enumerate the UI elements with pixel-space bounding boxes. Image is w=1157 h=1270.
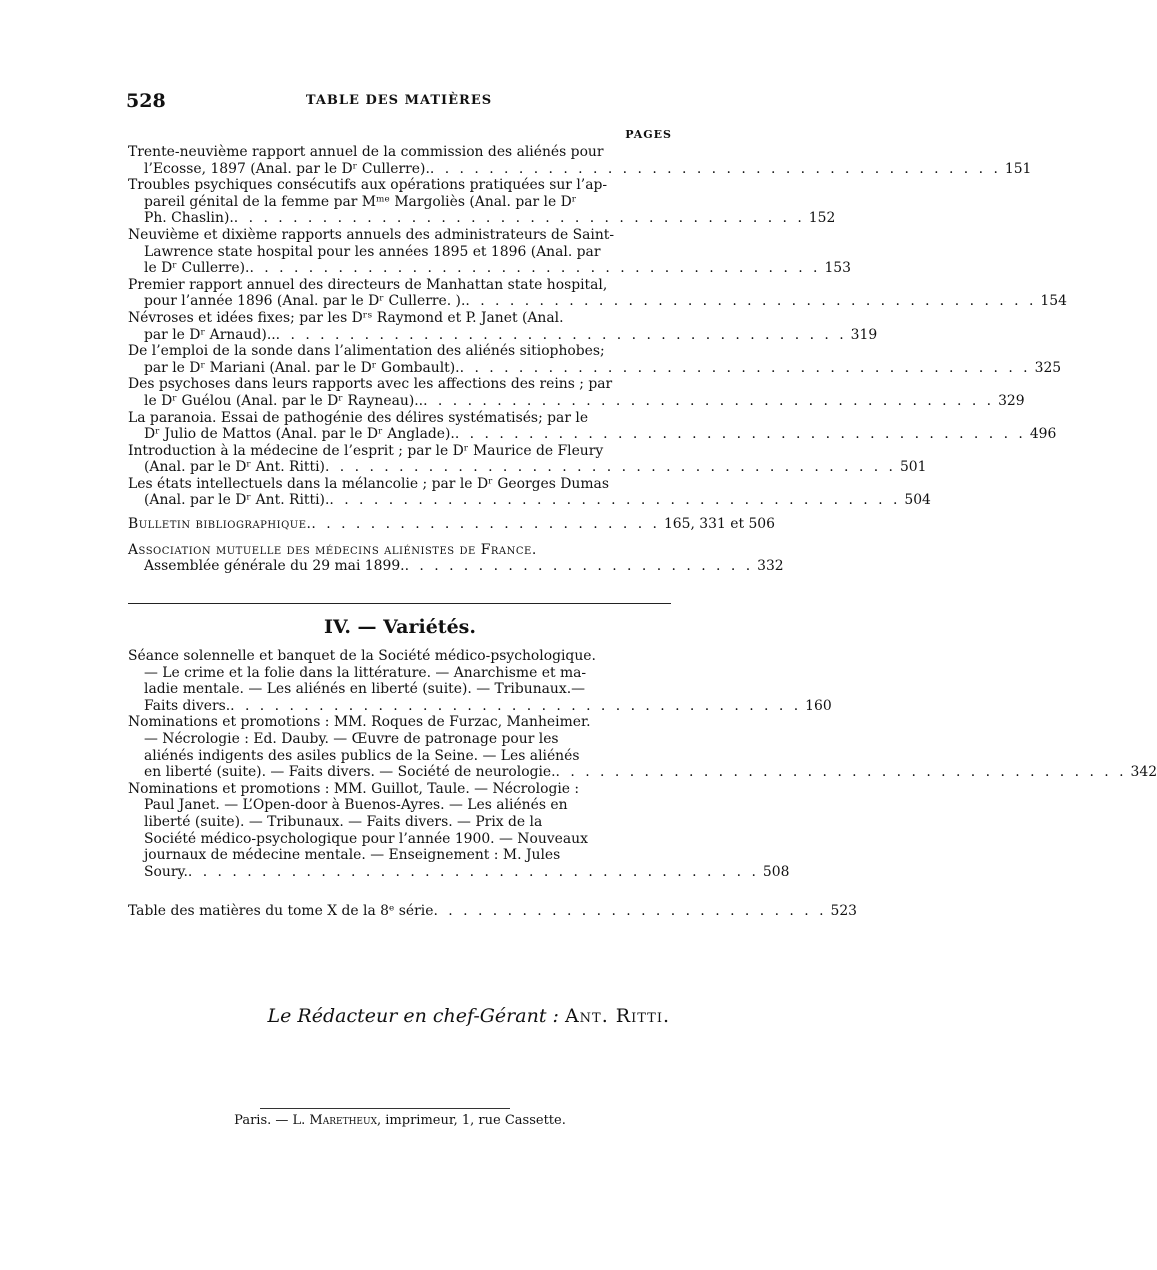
entry-page-number: 501 (899, 459, 927, 476)
contents-entry: Troubles psychiques consécutifs aux opérations pratiquées sur l’ap- pareil génital de la femme par Mᵐᵉ Margoliès (Anal. par le Dʳ Ph. Chaslin). . . . . . . . . . . . . . . . . . . . . . . . . . . . . . . . . . . . . . . . 152 (128, 177, 836, 227)
entry-page-number: 508 (762, 863, 790, 880)
entry-text-line: Les états intellectuels dans la mélancolie ; par le Dʳ Georges Dumas (128, 475, 609, 492)
page-number: 528 (126, 90, 166, 112)
association-meeting: Assemblée générale du 29 mai 1899. (144, 558, 405, 575)
entry-page-number: 496 (1029, 426, 1057, 443)
contents-entry: Névroses et idées fixes; par les Dʳˢ Raymond et P. Janet (Anal. par le Dʳ Arnaud).. . . . . . . . . . . . . . . . . . . . . . . . . . . . . . . . . . . . . . . . 319 (128, 309, 878, 343)
association-page: 332 (757, 558, 784, 575)
entry-page-number: 152 (808, 210, 836, 227)
table-entry-page: 523 (830, 903, 858, 919)
entry-text-line: — Le crime et la folie dans la littérature. — Anarchisme et ma- (144, 664, 587, 681)
entry-text-line: Lawrence state hospital pour les années 1895 et 1896 (Anal. par (144, 243, 601, 260)
entry-text-line: le Dʳ Guélou (Anal. par le Dʳ Rayneau).. (144, 392, 424, 409)
signature-name: Ant. Ritti. (564, 1005, 670, 1027)
entry-text-line: (Anal. par le Dʳ Ant. Ritti). (144, 492, 330, 509)
entry-page-number: 504 (904, 492, 931, 509)
footer-suffix: , imprimeur, 1, rue Cassette. (377, 1113, 566, 1128)
pages-column-label: PAGES (625, 128, 672, 141)
association-title: Association mutuelle des médecins aliénistes de France. (128, 541, 537, 558)
entry-text-line: pour l’année 1896 (Anal. par le Dʳ Cullerre. ). (144, 293, 466, 310)
entry-text-line: Neuvième et dixième rapports annuels des administrateurs de Saint- (128, 226, 615, 243)
entry-text-line: liberté (suite). — Tribunaux. — Faits divers. — Prix de la (144, 813, 543, 830)
contents-entry: Premier rapport annuel des directeurs de Manhattan state hospital, pour l’année 1896 (Anal. par le Dʳ Cullerre. ). . . . . . . . . . . . . . . . . . . . . . . . . . . . . . . . . . . . . . . . 154 (128, 276, 1067, 310)
running-header (126, 90, 672, 114)
entry-text-line: (Anal. par le Dʳ Ant. Ritti) (144, 459, 325, 476)
table-entry-text: Table des matières du tome X de la 8ᵉ série (128, 903, 434, 919)
contents-entry: Trente-neuvième rapport annuel de la commission des aliénés pour l’Ecosse, 1897 (Anal. par le Dʳ Cullerre). . . . . . . . . . . . . . . . . . . . . . . . . . . . . . . . . . . . . . . . 151 (128, 144, 1032, 177)
entry-text-line: Nominations et promotions : MM. Guillot, Taule. — Nécrologie : (128, 780, 580, 797)
varietes-entry: Nominations et promotions : MM. Roques de Furzac, Manheimer. — Nécrologie : Ed. Dauby. — Œuvre de patronage pour les aliénés indigents des asiles publics de la Seine. — Les aliénés en liberté (suite). — Faits divers. — Société de neurologie. . . . . . . . . . . . . . . . . . . . . . . . . . . . . . . . . . . . . . . . 342 (128, 714, 1157, 781)
entry-text-line: pareil génital de la femme par Mᵐᵉ Margoliès (Anal. par le Dʳ (144, 193, 577, 210)
entry-page-number: 154 (1040, 293, 1067, 310)
contents-entry: La paranoia. Essai de pathogénie des délires systématisés; par le Dʳ Julio de Mattos (Anal. par le Dʳ Anglade). . . . . . . . . . . . . . . . . . . . . . . . . . . . . . . . . . . . . . . . 496 (128, 409, 1057, 443)
varietes-entry: Nominations et promotions : MM. Guillot, Taule. — Nécrologie : Paul Janet. — L’Open-door à Buenos-Ayres. — Les aliénés en liberté (suite). — Tribunaux. — Faits divers. — Prix de la Société médico-psychologique pour l’année 1900. — Nouveaux journaux de médecine mentale. — Enseignement : M. Jules Soury. . . . . . . . . . . . . . . . . . . . . . . . . . . . . . . . . . . . . . . . 508 (128, 780, 790, 880)
association-entry: Association mutuelle des médecins aliénistes de France. Assemblée générale du 29 mai 1899. . . . . . . . . . . . . . . . . . . . . . . . . 332 (128, 541, 784, 575)
entry-text-line: Trente-neuvième rapport annuel de la commission des aliénés pour (128, 144, 604, 160)
varietes-entry: Séance solennelle et banquet de la Société médico-psychologique. — Le crime et la folie dans la littérature. — Anarchisme et ma- ladie mentale. — Les aliénés en liberté (suite). — Tribunaux.— Faits divers. . . . . . . . . . . . . . . . . . . . . . . . . . . . . . . . . . . . . . . . 160 (128, 648, 832, 714)
entry-text-line: Soury. (144, 863, 188, 880)
footer-rule (260, 1108, 510, 1109)
entry-text-line: Névroses et idées fixes; par les Dʳˢ Raymond et P. Janet (Anal. (128, 309, 564, 326)
entry-text-line: Nominations et promotions : MM. Roques de Furzac, Manheimer. (128, 714, 591, 731)
footer-prefix: Paris. — L. (234, 1113, 306, 1128)
entry-text-line: Premier rapport annuel des directeurs de Manhattan state hospital, (128, 276, 608, 293)
varietes-list (128, 648, 1157, 880)
entry-text-line: ladie mentale. — Les aliénés en liberté (suite). — Tribunaux.— (144, 681, 586, 698)
entry-page-number: 160 (805, 697, 832, 714)
entry-text-line: l’Ecosse, 1897 (Anal. par le Dʳ Cullerre). (144, 160, 430, 177)
signature-role: Le Rédacteur en chef-Gérant : (267, 1005, 559, 1027)
bulletin-entry: Bulletin bibliographique. . . . . . . . . . . . . . . . . . . . . . . . . 165, 331 et 506 (128, 516, 775, 533)
entry-text-line: Dʳ Julio de Mattos (Anal. par le Dʳ Anglade). (144, 426, 455, 443)
contents-list (128, 144, 1067, 575)
section-divider (128, 603, 671, 604)
footer-printer: Maretheux (309, 1113, 377, 1128)
entry-text-line: par le Dʳ Mariani (Anal. par le Dʳ Gombault). (144, 359, 460, 376)
contents-entry: Introduction à la médecine de l’esprit ; par le Dʳ Maurice de Fleury (Anal. par le Dʳ Ant. Ritti) . . . . . . . . . . . . . . . . . . . . . . . . . . . . . . . . . . . . . . . 501 (128, 442, 927, 476)
entry-text-line: par le Dʳ Arnaud).. (144, 326, 276, 343)
entry-text-line: en liberté (suite). — Faits divers. — Société de neurologie. (144, 764, 556, 781)
entry-page-number: 325 (1034, 359, 1062, 376)
entry-page-number: 342 (1130, 764, 1157, 781)
entry-text-line: Introduction à la médecine de l’esprit ; par le Dʳ Maurice de Fleury (128, 442, 604, 459)
table-entry: Table des matières du tome X de la 8ᵉ série . . . . . . . . . . . . . . . . . . . . . . . . . . . 523 (128, 903, 858, 919)
entry-page-number: 319 (850, 326, 878, 343)
signature (268, 1005, 670, 1027)
entry-text-line: aliénés indigents des asiles publics de la Seine. — Les aliénés (144, 747, 580, 764)
entry-text-line: Paul Janet. — L’Open-door à Buenos-Ayres. — Les aliénés en (144, 797, 568, 814)
bulletin-pages: 165, 331 et 506 (663, 516, 775, 533)
contents-entry: Des psychoses dans leurs rapports avec les affections des reins ; par le Dʳ Guélou (Anal. par le Dʳ Rayneau).. . . . . . . . . . . . . . . . . . . . . . . . . . . . . . . . . . . . . . . . 329 (128, 376, 1025, 409)
contents-entry: De l’emploi de la sonde dans l’alimentation des aliénés sitiophobes; par le Dʳ Mariani (Anal. par le Dʳ Gombault). . . . . . . . . . . . . . . . . . . . . . . . . . . . . . . . . . . . . . . . 325 (128, 343, 1062, 376)
entry-text-line: La paranoia. Essai de pathogénie des délires systématisés; par le (128, 409, 589, 426)
entry-text-line: — Nécrologie : Ed. Dauby. — Œuvre de patronage pour les (144, 730, 559, 747)
entry-page-number: 329 (998, 392, 1025, 409)
entry-text-line: Séance solennelle et banquet de la Société médico-psychologique. (128, 648, 596, 664)
contents-entry: Neuvième et dixième rapports annuels des administrateurs de Saint- Lawrence state hospital pour les années 1895 et 1896 (Anal. par le Dʳ Cullerre). . . . . . . . . . . . . . . . . . . . . . . . . . . . . . . . . . . . . . . . 153 (128, 226, 851, 277)
bulletin-text: Bulletin bibliographique. (128, 516, 312, 533)
entry-text-line: Des psychoses dans leurs rapports avec les affections des reins ; par (128, 376, 613, 393)
entry-text-line: Société médico-psychologique pour l’année 1900. — Nouveaux (144, 830, 588, 847)
header-title: TABLE DES MATIÈRES (305, 93, 493, 108)
entry-text-line: journaux de médecine mentale. — Enseignement : M. Jules (144, 847, 561, 864)
entry-text-line: Troubles psychiques consécutifs aux opérations pratiquées sur l’ap- (128, 177, 608, 194)
printer-footer (0, 1113, 800, 1128)
section-title: IV. — Variétés. (324, 616, 476, 638)
entry-text-line: le Dʳ Cullerre). (144, 260, 250, 277)
contents-entry: Les états intellectuels dans la mélancolie ; par le Dʳ Georges Dumas (Anal. par le Dʳ Ant. Ritti). . . . . . . . . . . . . . . . . . . . . . . . . . . . . . . . . . . . . . . . 504 (128, 475, 931, 509)
entry-text-line: Faits divers. (144, 697, 231, 714)
entry-page-number: 153 (824, 260, 851, 277)
entry-page-number: 151 (1004, 160, 1032, 177)
entry-text-line: De l’emploi de la sonde dans l’alimentation des aliénés sitiophobes; (128, 343, 605, 360)
entry-text-line: Ph. Chaslin). (144, 210, 234, 227)
